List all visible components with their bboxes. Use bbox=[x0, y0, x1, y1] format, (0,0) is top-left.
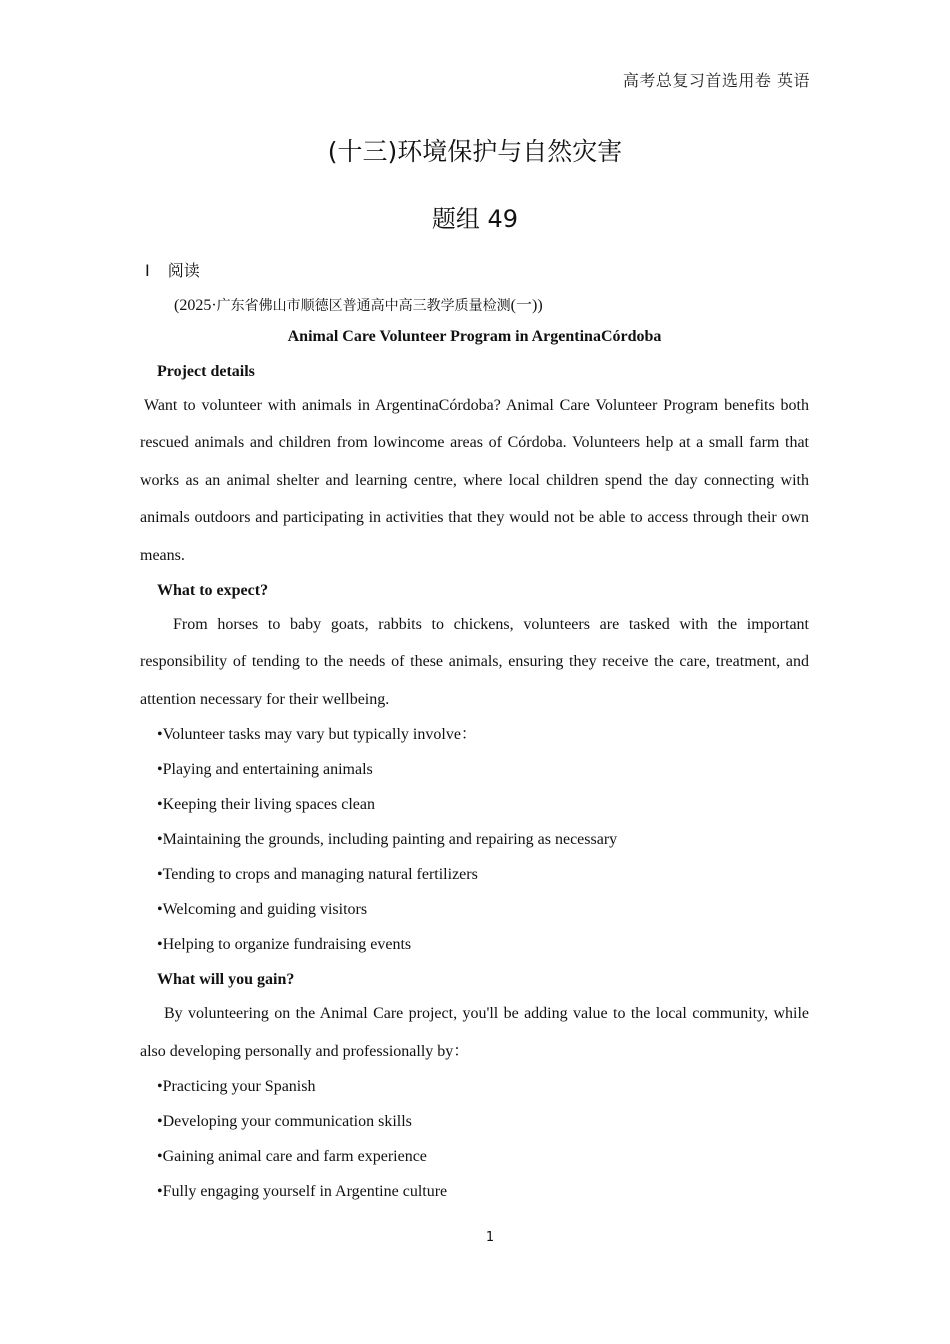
source-close: (一)) bbox=[510, 297, 543, 314]
subheading-what-to-expect: What to expect? bbox=[157, 582, 269, 600]
list-item: •Gaining animal care and farm experience bbox=[157, 1148, 427, 1166]
running-header: 高考总复习首选用卷 英语 bbox=[622, 71, 810, 90]
reading-passage bbox=[140, 325, 809, 1215]
list-item: •Fully engaging yourself in Argentine culture bbox=[157, 1183, 448, 1201]
unit-title: (十三)环境保护与自然灾害 bbox=[327, 137, 623, 166]
subheading-what-will-you-gain: What will you gain? bbox=[157, 971, 295, 989]
bullet-list-tasks bbox=[140, 723, 809, 957]
list-item: •Volunteer tasks may vary but typically involve： bbox=[157, 726, 477, 744]
section-roman-numeral: Ⅰ bbox=[145, 261, 150, 280]
paragraph-project-details: Want to volunteer with animals in ArgentinaCórdoba? Animal Care Volunteer Program benefits both rescued animals and children from lowincome areas of Córdoba. Volunteers help at a small farm that works as an animal shelter and learning centre, where local children spend the day connecting with animals outdoors and participating in activities that they would not be able to access through their own means. bbox=[140, 397, 809, 564]
paragraph-what-will-you-gain: By volunteering on the Animal Care project, you'll be adding value to the local community, while also developing personally and professionally by： bbox=[140, 1005, 809, 1060]
list-item: •Tending to crops and managing natural fertilizers bbox=[157, 866, 478, 884]
bullet-list-gains bbox=[140, 1075, 809, 1204]
article-title: Animal Care Volunteer Program in ArgentinaCórdoba bbox=[287, 328, 662, 345]
paragraph-what-to-expect: From horses to baby goats, rabbits to chickens, volunteers are tasked with the important responsibility of tending to the needs of these animals, ensuring they receive the care, treatment, and attention necessary for their wellbeing. bbox=[140, 616, 809, 708]
question-source bbox=[174, 292, 543, 315]
page-number: 1 bbox=[485, 1230, 495, 1245]
group-title: 题组 49 bbox=[431, 205, 519, 233]
source-exam-name: 广东省佛山市顺德区普通高中高三教学质量检测 bbox=[216, 298, 511, 314]
list-item: •Helping to organize fundraising events bbox=[157, 936, 412, 954]
list-item: •Developing your communication skills bbox=[157, 1113, 412, 1131]
subheading-project-details: Project details bbox=[157, 363, 255, 380]
source-open: (2025· bbox=[174, 297, 217, 314]
list-item: •Playing and entertaining animals bbox=[157, 761, 373, 779]
list-item: •Practicing your Spanish bbox=[157, 1078, 316, 1096]
list-item: •Keeping their living spaces clean bbox=[157, 796, 375, 814]
list-item: •Maintaining the grounds, including painting and repairing as necessary bbox=[157, 831, 618, 849]
list-item: •Welcoming and guiding visitors bbox=[157, 901, 368, 919]
section-name: 阅读 bbox=[167, 261, 200, 280]
section-label bbox=[145, 258, 200, 281]
